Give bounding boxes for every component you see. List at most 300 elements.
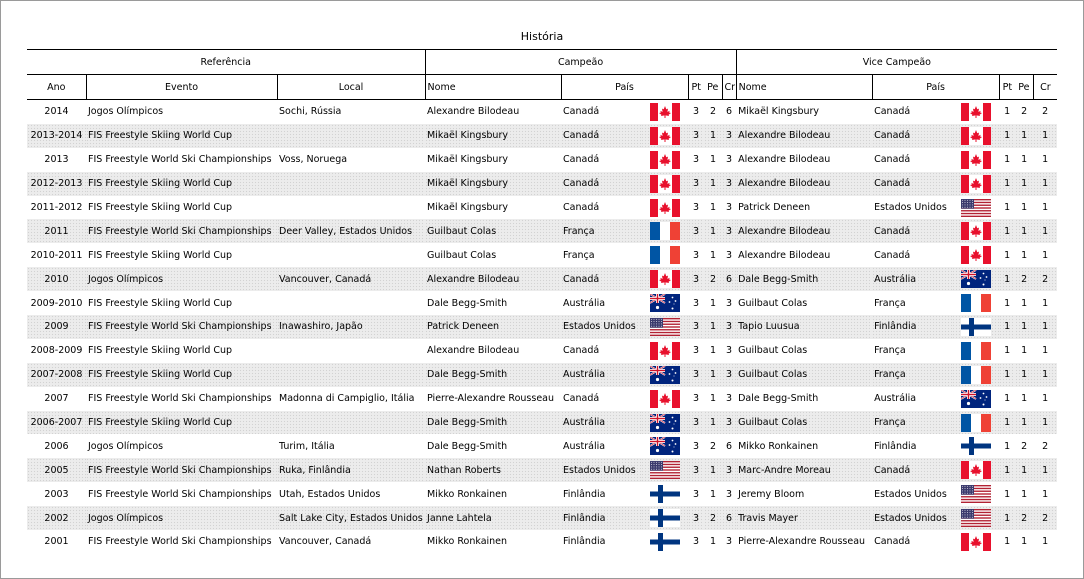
- cell-campeao-pais: Canadá: [563, 202, 600, 213]
- cell-evento: FIS Freestyle Skiing World Cup: [86, 124, 277, 148]
- table-row: [27, 411, 1057, 435]
- cell-vice-cr: 1: [1042, 488, 1049, 500]
- cell-ano: 2013: [44, 154, 69, 166]
- cell-vice-nome: Guilbaut Colas: [736, 363, 872, 387]
- table-row: [27, 482, 1057, 506]
- cell-campeao-pais: Canadá: [561, 124, 641, 148]
- cell-vice-pe: 2: [1021, 106, 1028, 118]
- cell-vice-flag: [952, 315, 999, 339]
- cell-campeao-flag: [641, 148, 688, 172]
- cell-vice-nome: Dale Begg-Smith: [736, 267, 872, 291]
- cell-campeao-pais: Canadá: [563, 393, 600, 405]
- cell-evento: FIS Freestyle Skiing World Cup: [86, 363, 277, 387]
- cell-campeao-nome: Dale Begg-Smith: [425, 363, 561, 387]
- cell-campeao-pais: Finlândia: [563, 536, 606, 548]
- canada-flag-icon: [650, 127, 680, 145]
- cell-vice-pais: Canadá: [874, 249, 911, 261]
- cell-vice-pe: 1: [1015, 124, 1033, 148]
- cell-campeao-pe: 2: [710, 106, 717, 118]
- cell-campeao-pais: Canadá: [563, 345, 600, 357]
- cell-campeao-pt: 3: [688, 124, 704, 148]
- cell-local: Sochi, Rússia: [279, 106, 342, 118]
- cell-vice-pe: 1: [1015, 411, 1033, 435]
- france-flag-icon: [650, 222, 680, 240]
- cell-vice-nome: Pierre-Alexandre Rousseau: [738, 536, 866, 548]
- cell-campeao-pe: 1: [710, 488, 717, 500]
- cell-evento: FIS Freestyle Skiing World Cup: [86, 411, 277, 435]
- cell-campeao-pais: França: [561, 219, 641, 243]
- table-row: [27, 219, 1057, 243]
- cell-vice-pais: França: [874, 345, 906, 357]
- group-header-campeao: Campeão: [425, 50, 736, 75]
- cell-campeao-nome: Alexandre Bilodeau: [427, 106, 520, 118]
- cell-ano: 2006: [44, 440, 69, 452]
- cell-vice-pais: França: [874, 297, 906, 309]
- cell-vice-nome: Mikaël Kingsbury: [738, 106, 820, 118]
- cell-vice-cr: 2: [1042, 106, 1049, 118]
- cell-local: Voss, Noruega: [279, 154, 348, 166]
- cell-campeao-pe: 1: [704, 124, 722, 148]
- cell-vice-pt: 1: [1004, 297, 1011, 309]
- cell-vice-nome: Alexandre Bilodeau: [736, 124, 872, 148]
- table-row: [27, 339, 1057, 363]
- cell-vice-flag: [952, 148, 999, 172]
- cell-campeao-nome: Mikaël Kingsbury: [427, 202, 508, 213]
- cell-vice-nome: Tapio Luusua: [736, 315, 872, 339]
- cell-vice-pais: Canadá: [874, 106, 911, 118]
- cell-campeao-nome: Mikaël Kingsbury: [425, 124, 561, 148]
- cell-vice-nome: Alexandre Bilodeau: [738, 154, 831, 166]
- cell-vice-pais: Estados Unidos: [874, 202, 947, 213]
- cell-campeao-cr: 3: [726, 536, 733, 548]
- cell-local: Salt Lake City, Estados Unidos: [277, 506, 425, 530]
- table-row: [27, 196, 1057, 220]
- cell-campeao-pe: 1: [710, 297, 717, 309]
- cell-campeao-cr: 6: [726, 440, 733, 452]
- cell-vice-nome: Jeremy Bloom: [738, 488, 805, 500]
- cell-vice-flag: [952, 339, 999, 363]
- cell-vice-nome: Guilbaut Colas: [738, 297, 808, 309]
- canada-flag-icon: [961, 222, 991, 240]
- cell-campeao-flag: [641, 196, 688, 220]
- cell-campeao-pt: 3: [693, 488, 700, 500]
- cell-vice-pais: Estados Unidos: [874, 488, 947, 500]
- cell-campeao-pais: Estados Unidos: [561, 458, 641, 482]
- cell-campeao-cr: 6: [722, 267, 736, 291]
- cell-campeao-nome: Nathan Roberts: [425, 458, 561, 482]
- cell-evento: Jogos Olímpicos: [86, 267, 277, 291]
- cell-campeao-pt: 3: [693, 345, 700, 357]
- col-header-vice-pt: Pt: [999, 75, 1015, 100]
- cell-ano: 2007-2008: [27, 363, 86, 387]
- cell-campeao-cr: 3: [722, 172, 736, 196]
- cell-vice-flag: [952, 196, 999, 220]
- cell-campeao-pt: 3: [688, 506, 704, 530]
- cell-campeao-flag: [641, 339, 688, 363]
- cell-local: [277, 124, 425, 148]
- cell-campeao-pe: 2: [704, 506, 722, 530]
- cell-local: [277, 196, 425, 220]
- cell-vice-pt: 1: [1004, 249, 1011, 261]
- australia-flag-icon: [650, 414, 680, 432]
- table-row: [27, 363, 1057, 387]
- cell-vice-cr: 1: [1033, 172, 1057, 196]
- cell-vice-cr: 1: [1042, 154, 1049, 166]
- usa-flag-icon: [961, 199, 991, 217]
- cell-vice-pe: 1: [1015, 315, 1033, 339]
- cell-campeao-pais: Canadá: [561, 267, 641, 291]
- cell-campeao-flag: [641, 219, 688, 243]
- table-row: [27, 267, 1057, 291]
- usa-flag-icon: [961, 485, 991, 503]
- canada-flag-icon: [650, 103, 680, 121]
- cell-vice-pt: 1: [1004, 345, 1011, 357]
- cell-campeao-pe: 2: [710, 440, 717, 452]
- cell-vice-pe: 1: [1015, 458, 1033, 482]
- cell-vice-cr: 1: [1033, 124, 1057, 148]
- cell-vice-pe: 1: [1021, 249, 1028, 261]
- table-row: [27, 458, 1057, 482]
- cell-campeao-flag: [641, 124, 688, 148]
- australia-flag-icon: [650, 294, 680, 312]
- cell-campeao-cr: 3: [722, 219, 736, 243]
- cell-evento: FIS Freestyle Skiing World Cup: [88, 345, 233, 357]
- cell-campeao-nome: Mikko Ronkainen: [427, 536, 508, 548]
- cell-vice-flag: [952, 291, 999, 315]
- cell-campeao-nome: Alexandre Bilodeau: [427, 345, 520, 357]
- cell-vice-pt: 1: [999, 219, 1015, 243]
- france-flag-icon: [961, 366, 991, 384]
- cell-vice-pt: 1: [999, 458, 1015, 482]
- cell-ano: 2010: [27, 267, 86, 291]
- australia-flag-icon: [961, 390, 991, 408]
- col-header-ano: Ano: [27, 75, 86, 100]
- cell-vice-cr: 1: [1033, 363, 1057, 387]
- col-header-campeao-cr: Cr: [722, 75, 736, 100]
- cell-vice-nome: Patrick Deneen: [738, 202, 811, 213]
- cell-campeao-pt: 3: [693, 297, 700, 309]
- col-header-evento: Evento: [86, 75, 277, 100]
- cell-vice-nome: Alexandre Bilodeau: [736, 219, 872, 243]
- australia-flag-icon: [650, 437, 680, 455]
- cell-campeao-nome: Guilbaut Colas: [425, 219, 561, 243]
- cell-ano: 2011: [27, 219, 86, 243]
- cell-vice-cr: 1: [1042, 202, 1049, 213]
- cell-campeao-cr: 6: [726, 106, 733, 118]
- cell-vice-nome: Dale Begg-Smith: [738, 393, 819, 405]
- cell-local: Ruka, Finlândia: [277, 458, 425, 482]
- cell-campeao-pe: 1: [704, 458, 722, 482]
- table-title: História: [520, 30, 564, 43]
- cell-campeao-flag: [641, 291, 688, 315]
- table-row: [27, 506, 1057, 530]
- cell-campeao-pt: 3: [688, 172, 704, 196]
- cell-local: [277, 243, 425, 267]
- cell-campeao-nome: Dale Begg-Smith: [427, 297, 508, 309]
- cell-campeao-nome: Guilbaut Colas: [427, 249, 497, 261]
- cell-local: [277, 363, 425, 387]
- cell-evento: Jogos Olímpicos: [88, 106, 164, 118]
- cell-vice-nome: Guilbaut Colas: [738, 345, 808, 357]
- table-row: [27, 434, 1057, 458]
- cell-local: Vancouver, Canadá: [277, 267, 425, 291]
- cell-vice-pais: Austrália: [872, 267, 952, 291]
- group-header-referencia: Referência: [27, 50, 425, 75]
- cell-evento: FIS Freestyle Skiing World Cup: [88, 202, 233, 213]
- cell-campeao-pais: Finlândia: [563, 488, 606, 500]
- cell-vice-cr: 1: [1042, 297, 1049, 309]
- cell-campeao-pe: 1: [704, 363, 722, 387]
- cell-vice-nome: Travis Mayer: [736, 506, 872, 530]
- cell-vice-pais: Canadá: [872, 458, 952, 482]
- australia-flag-icon: [650, 366, 680, 384]
- cell-vice-pe: 2: [1015, 267, 1033, 291]
- cell-ano: 2001: [44, 536, 69, 548]
- cell-ano: 2011-2012: [30, 202, 83, 213]
- col-header-vice-pais: País: [872, 75, 999, 100]
- cell-ano: 2013-2014: [27, 124, 86, 148]
- cell-local: Utah, Estados Unidos: [279, 488, 381, 500]
- cell-vice-cr: 2: [1033, 267, 1057, 291]
- cell-campeao-pais: França: [563, 249, 595, 261]
- cell-campeao-pt: 3: [688, 363, 704, 387]
- cell-ano: 2005: [27, 458, 86, 482]
- cell-campeao-pe: 1: [710, 345, 717, 357]
- cell-campeao-pais: Canadá: [563, 154, 600, 166]
- cell-vice-flag: [952, 458, 999, 482]
- cell-vice-pe: 1: [1021, 297, 1028, 309]
- cell-campeao-pe: 1: [704, 315, 722, 339]
- cell-vice-pais: Canadá: [874, 154, 911, 166]
- cell-campeao-pt: 3: [693, 536, 700, 548]
- cell-campeao-nome: Mikaël Kingsbury: [427, 154, 508, 166]
- cell-vice-flag: [952, 411, 999, 435]
- finland-flag-icon: [650, 533, 680, 551]
- col-header-vice-pe: Pe: [1015, 75, 1033, 100]
- table-row: [27, 124, 1057, 148]
- cell-campeao-cr: 3: [722, 411, 736, 435]
- cell-campeao-flag: [641, 100, 688, 124]
- cell-local: [277, 411, 425, 435]
- finland-flag-icon: [961, 437, 991, 455]
- cell-campeao-flag: [641, 172, 688, 196]
- col-header-campeao-pe: Pe: [704, 75, 722, 100]
- cell-vice-pt: 1: [999, 267, 1015, 291]
- cell-campeao-pt: 3: [693, 106, 700, 118]
- cell-campeao-nome: Alexandre Bilodeau: [425, 267, 561, 291]
- usa-flag-icon: [650, 318, 680, 336]
- cell-campeao-pais: Austrália: [561, 363, 641, 387]
- cell-campeao-pt: 3: [688, 315, 704, 339]
- col-header-campeao-pais: País: [561, 75, 688, 100]
- cell-evento: FIS Freestyle Skiing World Cup: [88, 297, 233, 309]
- cell-vice-pt: 1: [999, 506, 1015, 530]
- cell-campeao-pe: 1: [710, 202, 717, 213]
- france-flag-icon: [650, 246, 680, 264]
- cell-vice-pais: Canadá: [872, 172, 952, 196]
- cell-campeao-cr: 3: [726, 393, 733, 405]
- cell-campeao-flag: [641, 387, 688, 411]
- france-flag-icon: [961, 342, 991, 360]
- cell-evento: FIS Freestyle World Ski Championships: [88, 536, 272, 548]
- cell-vice-pais: Finlândia: [874, 440, 917, 452]
- usa-flag-icon: [650, 461, 680, 479]
- col-header-campeao-nome: Nome: [425, 75, 561, 100]
- cell-campeao-cr: 3: [726, 345, 733, 357]
- cell-campeao-pt: 3: [688, 219, 704, 243]
- cell-vice-pt: 1: [999, 124, 1015, 148]
- cell-campeao-cr: 3: [722, 458, 736, 482]
- cell-vice-flag: [952, 124, 999, 148]
- cell-local: Turim, Itália: [279, 440, 335, 452]
- cell-campeao-cr: 3: [726, 202, 733, 213]
- cell-campeao-pais: Finlândia: [561, 506, 641, 530]
- finland-flag-icon: [650, 509, 680, 527]
- cell-local: Madonna di Campiglio, Itália: [279, 393, 415, 405]
- table-row: [27, 148, 1057, 172]
- cell-vice-cr: 1: [1033, 458, 1057, 482]
- cell-vice-pe: 1: [1015, 219, 1033, 243]
- cell-ano: 2014: [44, 106, 69, 118]
- cell-vice-flag: [952, 363, 999, 387]
- cell-vice-pe: 1: [1021, 536, 1028, 548]
- cell-vice-nome: Marc-Andre Moreau: [736, 458, 872, 482]
- cell-campeao-cr: 3: [722, 363, 736, 387]
- canada-flag-icon: [961, 103, 991, 121]
- cell-campeao-nome: Pierre-Alexandre Rousseau: [427, 393, 555, 405]
- cell-ano: 2007: [44, 393, 69, 405]
- cell-vice-cr: 1: [1033, 315, 1057, 339]
- cell-campeao-pt: 3: [688, 267, 704, 291]
- cell-campeao-pe: 1: [710, 154, 717, 166]
- cell-vice-pe: 1: [1021, 202, 1028, 213]
- cell-evento: FIS Freestyle World Ski Championships: [88, 488, 272, 500]
- cell-evento: FIS Freestyle World Ski Championships: [88, 154, 272, 166]
- col-header-vice-nome: Nome: [736, 75, 872, 100]
- cell-evento: FIS Freestyle World Ski Championships: [86, 458, 277, 482]
- group-header-vice: Vice Campeão: [736, 50, 1057, 75]
- cell-campeao-pais: Austrália: [561, 411, 641, 435]
- cell-campeao-pt: 3: [693, 249, 700, 261]
- cell-evento: FIS Freestyle Skiing World Cup: [86, 172, 277, 196]
- cell-vice-cr: 1: [1042, 249, 1049, 261]
- cell-ano: 2003: [44, 488, 69, 500]
- cell-campeao-flag: [641, 411, 688, 435]
- canada-flag-icon: [650, 199, 680, 217]
- cell-vice-cr: 1: [1042, 536, 1049, 548]
- cell-campeao-nome: Janne Lahtela: [425, 506, 561, 530]
- cell-vice-pt: 1: [999, 363, 1015, 387]
- canada-flag-icon: [650, 270, 680, 288]
- cell-campeao-pe: 1: [704, 172, 722, 196]
- cell-vice-flag: [952, 172, 999, 196]
- canada-flag-icon: [650, 390, 680, 408]
- cell-campeao-cr: 3: [726, 297, 733, 309]
- usa-flag-icon: [961, 509, 991, 527]
- france-flag-icon: [961, 294, 991, 312]
- cell-vice-pe: 1: [1021, 488, 1028, 500]
- cell-vice-flag: [952, 387, 999, 411]
- cell-vice-pais: Canadá: [872, 219, 952, 243]
- cell-campeao-pt: 3: [693, 202, 700, 213]
- cell-vice-flag: [952, 506, 999, 530]
- canada-flag-icon: [650, 175, 680, 193]
- cell-vice-nome: Alexandre Bilodeau: [738, 249, 831, 261]
- cell-campeao-flag: [641, 363, 688, 387]
- cell-campeao-nome: Dale Begg-Smith: [425, 411, 561, 435]
- canada-flag-icon: [961, 461, 991, 479]
- table-body: [27, 100, 1057, 554]
- cell-campeao-pais: Estados Unidos: [561, 315, 641, 339]
- canada-flag-icon: [961, 533, 991, 551]
- cell-vice-pe: 2: [1021, 440, 1028, 452]
- table-row: [27, 530, 1057, 554]
- cell-vice-pe: 1: [1021, 345, 1028, 357]
- table-row: [27, 315, 1057, 339]
- cell-campeao-pt: 3: [693, 440, 700, 452]
- cell-ano: 2009: [27, 315, 86, 339]
- cell-vice-nome: Mikko Ronkainen: [738, 440, 819, 452]
- cell-campeao-pt: 3: [693, 154, 700, 166]
- cell-local: [277, 172, 425, 196]
- cell-vice-pais: França: [872, 363, 952, 387]
- cell-campeao-flag: [641, 530, 688, 554]
- cell-ano: 2006-2007: [27, 411, 86, 435]
- cell-ano: 2009-2010: [30, 297, 83, 309]
- cell-vice-pais: Estados Unidos: [872, 506, 952, 530]
- col-header-campeao-pt: Pt: [688, 75, 704, 100]
- col-header-vice-cr: Cr: [1033, 75, 1057, 100]
- table-row: [27, 243, 1057, 267]
- col-header-local: Local: [277, 75, 425, 100]
- cell-campeao-cr: 3: [726, 154, 733, 166]
- cell-campeao-flag: [641, 434, 688, 458]
- cell-campeao-pe: 2: [704, 267, 722, 291]
- cell-vice-pt: 1: [999, 315, 1015, 339]
- cell-vice-pt: 1: [1004, 154, 1011, 166]
- table-row: [27, 291, 1057, 315]
- canada-flag-icon: [650, 151, 680, 169]
- cell-local: Vancouver, Canadá: [279, 536, 372, 548]
- france-flag-icon: [961, 414, 991, 432]
- cell-vice-pais: Finlândia: [872, 315, 952, 339]
- cell-campeao-flag: [641, 482, 688, 506]
- cell-vice-pe: 1: [1021, 393, 1028, 405]
- cell-evento: FIS Freestyle World Ski Championships: [88, 393, 272, 405]
- cell-vice-pt: 1: [1004, 440, 1011, 452]
- cell-vice-pt: 1: [1004, 488, 1011, 500]
- cell-campeao-flag: [641, 267, 688, 291]
- cell-campeao-cr: 6: [722, 506, 736, 530]
- cell-ano: 2012-2013: [27, 172, 86, 196]
- cell-campeao-flag: [641, 506, 688, 530]
- cell-evento: FIS Freestyle Skiing World Cup: [88, 249, 233, 261]
- cell-vice-flag: [952, 482, 999, 506]
- history-table: [27, 49, 1057, 554]
- cell-campeao-pais: Austrália: [563, 440, 606, 452]
- cell-evento: FIS Freestyle World Ski Championships: [86, 315, 277, 339]
- cell-campeao-pt: 3: [693, 393, 700, 405]
- cell-vice-flag: [952, 100, 999, 124]
- cell-evento: Jogos Olímpicos: [88, 440, 164, 452]
- cell-vice-nome: Guilbaut Colas: [736, 411, 872, 435]
- cell-evento: Jogos Olímpicos: [86, 506, 277, 530]
- cell-vice-cr: 1: [1042, 393, 1049, 405]
- cell-campeao-flag: [641, 458, 688, 482]
- cell-vice-pais: Austrália: [874, 393, 917, 405]
- cell-campeao-cr: 3: [722, 124, 736, 148]
- cell-vice-pt: 1: [1004, 393, 1011, 405]
